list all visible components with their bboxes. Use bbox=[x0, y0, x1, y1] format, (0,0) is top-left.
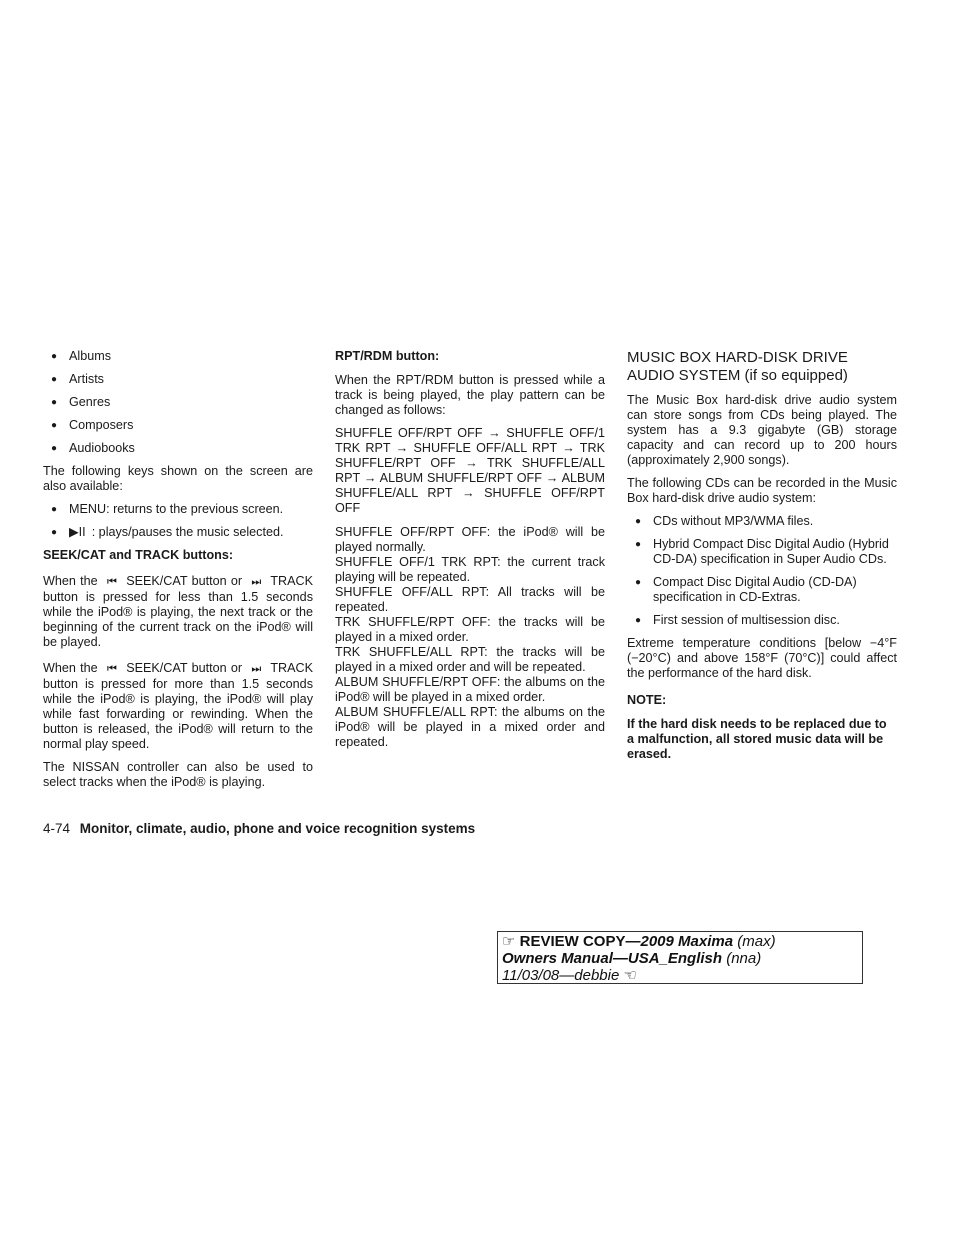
list-item: ● Albums bbox=[43, 349, 313, 364]
page-footer bbox=[43, 820, 475, 838]
content-type-list bbox=[43, 349, 313, 456]
bullet-icon: ● bbox=[635, 516, 642, 527]
section-heading: MUSIC BOX HARD-DISK DRIVE AUDIO SYSTEM (if so equipped) bbox=[627, 349, 848, 384]
controller-paragraph: The NISSAN controller can also be used to select tracks when the iPod® is playing. bbox=[43, 760, 313, 789]
rpt-rdm-intro: When the RPT/RDM button is pressed while a track is being played, the play pattern can be changed as follows: bbox=[335, 373, 605, 417]
hand-pointing-right-icon: ☞ bbox=[502, 933, 516, 950]
mode-description: TRK SHUFFLE/ALL RPT: the tracks will be played in a mixed order and will be repeated. bbox=[335, 645, 605, 674]
seek-track-heading: SEEK/CAT and TRACK buttons: bbox=[43, 548, 234, 562]
page-number: 4-74 bbox=[43, 821, 71, 836]
list-item: ● Artists bbox=[43, 372, 313, 387]
temperature-paragraph: Extreme temperature conditions [below −4°F (−20°C) and above 158°F (70°C)] could affect the performance of the hard disk. bbox=[627, 636, 897, 680]
list-item-play-key: ● ▶II : plays/pauses the music selected. bbox=[43, 525, 313, 540]
mode-description: TRK SHUFFLE/RPT OFF: the tracks will be played in a mixed order. bbox=[335, 615, 605, 644]
bullet-icon: ● bbox=[635, 615, 642, 626]
seek-back-icon: ⏮ bbox=[106, 663, 117, 675]
play-pause-icon: ▶II bbox=[69, 525, 86, 539]
list-item: ● CDs without MP3/WMA files. bbox=[627, 514, 897, 529]
list-item: ● Hybrid Compact Disc Digital Audio (Hybrid CD-DA) specification in Super Audio CDs. bbox=[627, 537, 897, 567]
list-item-menu-key: ● MENU: returns to the previous screen. bbox=[43, 502, 313, 517]
column-3 bbox=[627, 349, 897, 770]
list-item: ● First session of multisession disc. bbox=[627, 613, 897, 628]
column-2 bbox=[335, 349, 605, 750]
mode-description: ALBUM SHUFFLE/ALL RPT: the albums on the iPod® will be played in a mixed order and repeated. bbox=[335, 705, 605, 749]
seek-short-press-paragraph: When the ⏮ SEEK/CAT button or ⏭ TRACK button is pressed for less than 1.5 seconds while the iPod® is playing, the next track or the beginning of the current track on the iPod® will be played. bbox=[43, 574, 314, 649]
bullet-icon: ● bbox=[51, 443, 58, 454]
mode-description: SHUFFLE OFF/RPT OFF: the iPod® will be played normally. bbox=[335, 525, 605, 554]
hand-pointing-left-icon: ☜ bbox=[623, 967, 637, 984]
seek-forward-icon: ⏭ bbox=[251, 576, 262, 588]
review-copy-stamp: ☞ REVIEW COPY—2009 Maxima (max) Owners Manual—USA_English (nna) 11/03/08—debbie ☜ bbox=[497, 931, 863, 984]
bullet-icon: ● bbox=[51, 374, 58, 385]
note-label: NOTE: bbox=[627, 693, 667, 707]
list-item: ● Genres bbox=[43, 395, 313, 410]
list-item: ● Composers bbox=[43, 418, 313, 433]
rpt-rdm-heading: RPT/RDM button: bbox=[335, 349, 440, 363]
seek-back-icon: ⏮ bbox=[106, 576, 117, 588]
bullet-icon: ● bbox=[51, 351, 58, 362]
seek-long-press-paragraph: When the ⏮ SEEK/CAT button or ⏭ TRACK button is pressed for more than 1.5 seconds while the iPod® is playing, the iPod® will play while fast forwarding or rewinding. When the button is released, the iPod® will return to the normal play speed. bbox=[43, 661, 314, 751]
bullet-icon: ● bbox=[635, 577, 642, 588]
list-item: ● Compact Disc Digital Audio (CD-DA) specification in CD-Extras. bbox=[627, 575, 897, 605]
list-item: ● Audiobooks bbox=[43, 441, 313, 456]
music-box-paragraph: The Music Box hard-disk drive audio system can store songs from CDs being played. The system has a 9.3 gigabyte (GB) storage capacity and can record up to 200 hours (approximately 2,900 songs). bbox=[627, 393, 897, 467]
bullet-icon: ● bbox=[51, 397, 58, 408]
bullet-icon: ● bbox=[51, 420, 58, 431]
bullet-icon: ● bbox=[51, 527, 58, 538]
bullet-icon: ● bbox=[635, 539, 642, 550]
mode-description: SHUFFLE OFF/ALL RPT: All tracks will be repeated. bbox=[335, 585, 605, 614]
play-pattern-sequence: SHUFFLE OFF/RPT OFF → SHUFFLE OFF/1 TRK RPT → SHUFFLE OFF/ALL RPT → TRK SHUFFLE/RPT OFF → TRK SHUFFLE/ALL RPT → ALBUM SHUFFLE/RPT OFF → ALBUM SHUFFLE/ALL RPT → SHUFFLE OFF/RPT OFF bbox=[335, 426, 605, 515]
recordable-cds-intro: The following CDs can be recorded in the Music Box hard-disk drive audio system: bbox=[627, 476, 897, 505]
bullet-icon: ● bbox=[51, 504, 58, 515]
seek-forward-icon: ⏭ bbox=[251, 663, 262, 675]
mode-description: ALBUM SHUFFLE/RPT OFF: the albums on the iPod® will be played in a mixed order. bbox=[335, 675, 605, 704]
note-text: If the hard disk needs to be replaced due to a malfunction, all stored music data will be erased. bbox=[627, 717, 887, 761]
keys-intro: The following keys shown on the screen are also available: bbox=[43, 464, 313, 493]
chapter-title: Monitor, climate, audio, phone and voice recognition systems bbox=[79, 821, 476, 836]
column-1 bbox=[43, 349, 313, 798]
mode-description: SHUFFLE OFF/1 TRK RPT: the current track playing will be repeated. bbox=[335, 555, 605, 584]
